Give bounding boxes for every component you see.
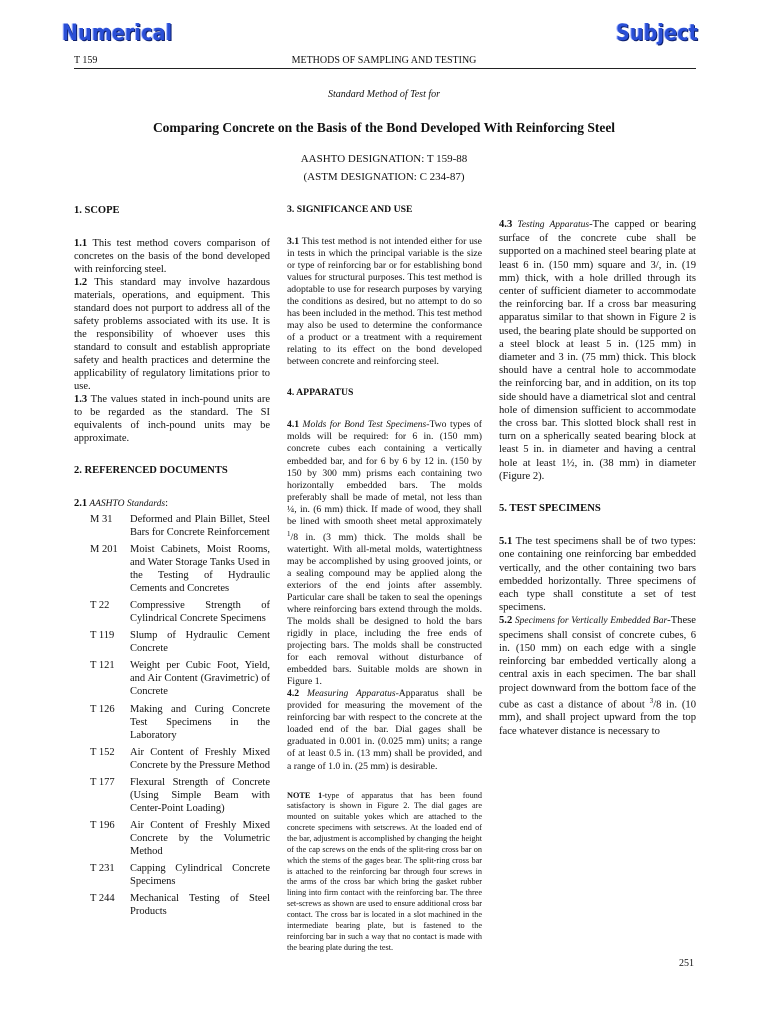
paragraph-4-2: 4.2 Measuring Apparatus-Apparatus shall be provided for measuring the movement of the reinforcing bar with respect to the concrete at the loaded end of the bar. Dial gages shall be graduated in 0.001 in. (0.025 mm) units; a range of at least 0.5 in. (13 mm) shall be provided, and a range of 1.0 in. (25 mm) is desirable. xyxy=(287,688,482,772)
column-2 xyxy=(287,204,482,953)
numerical-logo: Numerical xyxy=(62,20,173,46)
astm-designation: (ASTM DESIGNATION: C 234-87) xyxy=(303,171,465,183)
section-heading-referenced-documents: 2. REFERENCED DOCUMENTS xyxy=(74,465,228,477)
paragraph-2-1: 2.1 AASHTO Standards: xyxy=(74,498,168,510)
paragraph-4-3: 4.3 Testing Apparatus-The capped or bearing surface of the concrete cube shall be supported on a machined steel bearing plate at least 6 in. (150 mm) square and 3/, in. (19 mm) thick, with a hole drilled through its center of sufficient diameter to accommodate the reinforcing bar. If a cross bar measuring apparatus similar to that shown in Figure 2 is used, the bearing plate should be supported on a steel block at least 5 in. (125 mm) in diameter and 3 in. (75 mm) thick. This block should have a central hole to accommodate the reinforcing bar, and in addition, on its top side should have a diametrical slot and central hole of dimension sufficient to accommodate the cross bar. This slotted block shall rest in turn on a spherically seated bearing block at least 5 in. in diameter and having a central hole at least 1½, in. (38 mm) in diameter (Figure 2). xyxy=(499,219,696,482)
reference-item: T 126 Making and Curing Concrete Test Specimens in the Laboratory xyxy=(90,703,270,741)
reference-item: T 119 Slump of Hydraulic Cement Concrete xyxy=(90,630,270,655)
header-rule xyxy=(74,68,696,69)
reference-item: M 31 Deformed and Plain Billet, Steel Bars for Concrete Reinforcement xyxy=(90,514,270,539)
reference-item: T 231 Capping Cylindrical Concrete Specimens xyxy=(90,862,270,887)
reference-list xyxy=(74,513,270,917)
column-1 xyxy=(74,204,270,922)
paragraph-5-2: 5.2 Specimens for Vertically Embedded Bar-These specimens shall consist of concrete cubes, 6 in. (150 mm) on each edge with a single reinforcing bar embedded vertically along a central axis in each specimen. The bar shall project downward from the bottom face of the cube as cast a distance of about $^3$/8 in. (10 mm), and shall project upward from the top face whatever distance is necessary to xyxy=(499,615,696,737)
section-heading-significance: 3. SIGNIFICANCE AND USE xyxy=(287,204,413,215)
note-1: NOTE 1-type of apparatus that has been found satisfactory is shown in Figure 2. The dial gages are mounted on suitable yokes which are attached to the concrete specimens with setscrews. At the loaded end of the bar, adjustment is accomplished by changing the height of the cap screws on the ends of the split-ring cross bar on which the stems of the gages bear. The split-ring cross bar is attached to the reinforcing bar through four screws in the arms of the cross bar which bring the gasket rubber lining into firm contact with the reinforcing bar. The three set-screws as shown are used to ensure additional cross bar contact. The cross bar is located in a slot machined in the intermediate bearing plate, but is fastened to the reinforcing bar in such a way that no contact is made with the bearing plate during the test. xyxy=(287,790,482,952)
reference-item: T 22 Compressive Strength of Cylindrical Concrete Specimens xyxy=(90,600,270,625)
reference-item: T 244 Mechanical Testing of Steel Products xyxy=(90,892,270,917)
paragraph-4-1: 4.1 Molds for Bond Test Specimens-Two types of molds will be required: for 6 in. (150 mm) concrete cubes each containing a vertically embedded bar, and for 6 by 6 by 12 in. (150 by 150 by 300 mm) prisms each containing two horizontally embedded bars. The molds preferably shall be made of metal, not less than ¼, in. (6 mm) thick. If made of wood, they shall be lined with smooth sheet metal approximately $^1$/8 in. (3 mm) thick. The molds shall be watertight. With all-metal molds, watertightness may be accomplished by using grooved joints, or a sealing compound may be applied along the exteriors of the end joints after assembly. Particular care shall be taken to seal the openings where reinforcing bars extend through the molds. The molds shall be designed to hold the bars rigidly in place, including the free ends of projecting bars. The molds shall be constructed for each removal without disturbance of embedded bars. Suitable molds are shown in Figure 1. xyxy=(287,419,482,688)
aashto-designation: AASHTO DESIGNATION: T 159-88 xyxy=(300,153,468,165)
paragraph-3-1: 3.1 This test method is not intended either for use in tests in which the principal variable is the size or type of reinforcing bar or for establishing bond values for structural purposes. This test method is adoptable to use for research purposes by varying the conditions as desired, but no attempt to do so has been included in the method. This test method may also be used to determine the conformance of a product or a treatment with a requirement relating to its effect on the bond developed between concrete and reinforcing steel. xyxy=(287,236,482,368)
standard-line: Standard Method of Test for xyxy=(327,89,441,100)
reference-item: T 152 Air Content of Freshly Mixed Concrete by the Pressure Method xyxy=(90,746,270,771)
section-heading-test-specimens: 5. TEST SPECIMENS xyxy=(499,503,601,515)
reference-item: T 177 Flexural Strength of Concrete (Using Simple Beam with Center-Point Loading) xyxy=(90,776,270,814)
header-title: METHODS OF SAMPLING AND TESTING xyxy=(291,55,477,66)
reference-item: M 201 Moist Cabinets, Moist Rooms, and Water Storage Tanks Used in the Testing of Hydraulic Cements and Concretes xyxy=(90,544,270,595)
subject-logo: Subject xyxy=(616,20,698,46)
paragraph-5-1: 5.1 The test specimens shall be of two types: one containing one reinforcing bar embedded vertically, and the other containing two bars embedded horizontally. Three specimens of each type shall constitute a set of test specimens. xyxy=(499,536,696,614)
page-number: 251 xyxy=(679,958,694,969)
header-code: T 159 xyxy=(74,55,98,66)
reference-item: T 121 Weight per Cubic Foot, Yield, and Air Content (Gravimetric) of Concrete xyxy=(90,660,270,698)
paragraph-1-1: 1.1 This test method covers comparison of concretes on the basis of the bond developed with reinforcing steel. xyxy=(74,238,270,276)
paragraph-1-3: 1.3 The values stated in inch-pound units are to be regarded as the standard. The SI equivalents of inch-pound units may be approximate. xyxy=(74,394,270,445)
document-title: Comparing Concrete on the Basis of the Bond Developed With Reinforcing Steel xyxy=(152,120,616,135)
section-heading-apparatus: 4. APPARATUS xyxy=(287,387,354,399)
section-heading-scope: 1. SCOPE xyxy=(74,205,120,216)
reference-item: T 196 Air Content of Freshly Mixed Concrete by the Volumetric Method xyxy=(90,819,270,857)
column-3 xyxy=(499,204,696,738)
paragraph-1-2: 1.2 This standard may involve hazardous materials, operations, and equipment. This standard does not purport to address all of the safety problems associated with its use. It is the responsibility of whoever uses this standard to consult and establish appropriate safety and health practices and determine the applicability of regulatory limitations prior to use. xyxy=(74,277,270,393)
